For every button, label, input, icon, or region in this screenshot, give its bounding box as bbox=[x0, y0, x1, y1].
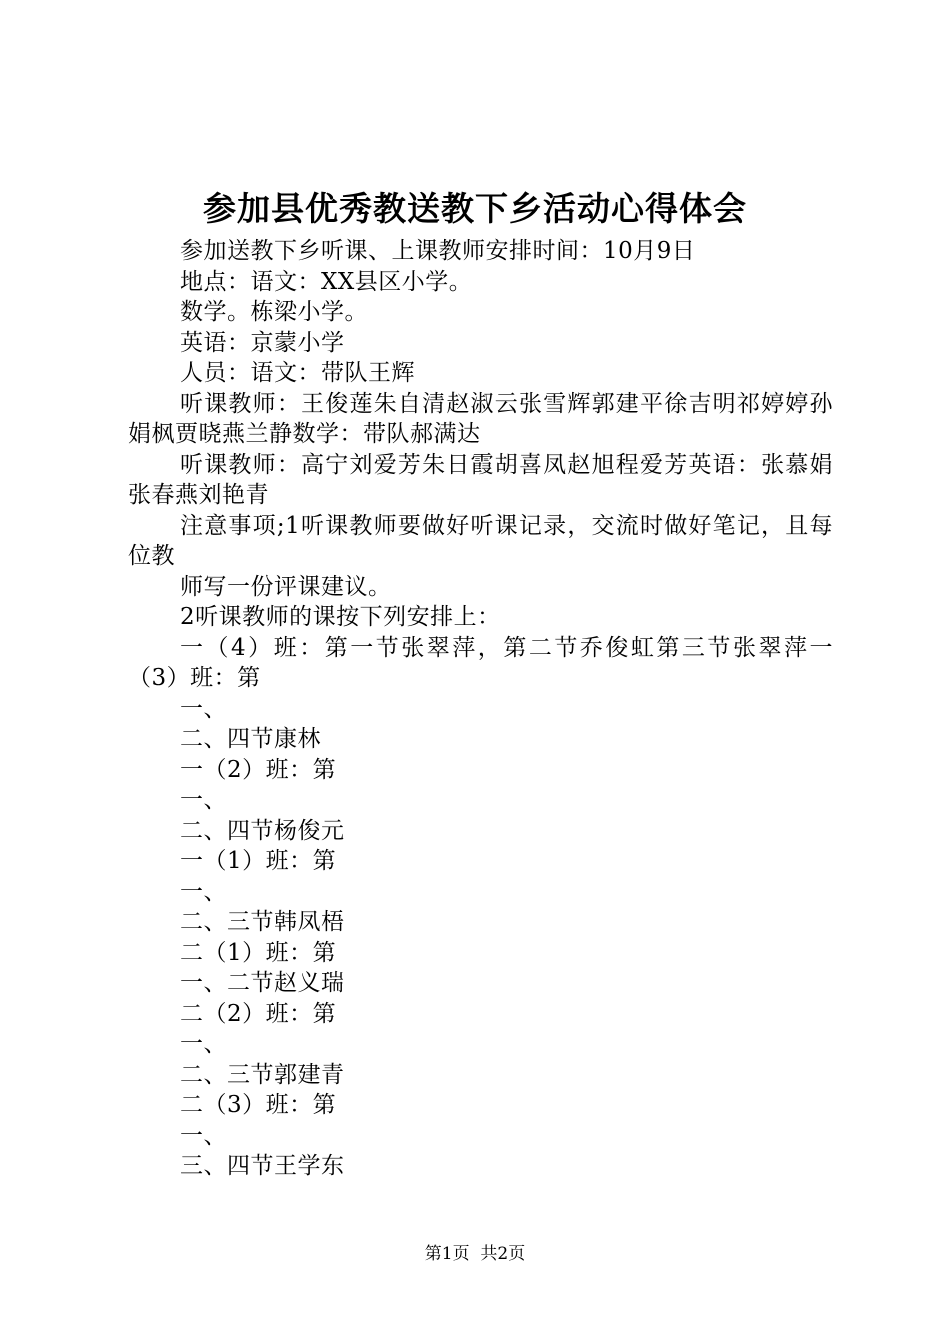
paragraph: 一（4）班：第一节张翠萍，第二节乔俊虹第三节张翠萍一（3）班：第 bbox=[128, 634, 833, 691]
paragraph: 人员：语文：带队王辉 bbox=[180, 360, 415, 386]
paragraph: 一、 bbox=[180, 1122, 227, 1149]
paragraph: 听课教师：王俊莲朱自清赵淑云张雪辉郭建平徐吉明祁婷婷孙娟枫贾晓燕兰静数学：带队郝满达 bbox=[128, 390, 833, 447]
paragraph: 二、四节杨俊元 bbox=[180, 817, 345, 844]
paragraph: 一、 bbox=[180, 787, 227, 813]
paragraph: 一、 bbox=[180, 878, 227, 905]
paragraph: 一、 bbox=[180, 695, 227, 722]
paragraph: 数学。栋梁小学。 bbox=[180, 299, 368, 325]
paragraph: 二、三节韩凤梧 bbox=[180, 909, 345, 935]
paragraph: 二（3）班：第 bbox=[180, 1092, 337, 1118]
document-title: 参加县优秀教送教下乡活动心得体会 bbox=[203, 189, 747, 228]
page-total: 共2页 bbox=[480, 1244, 526, 1264]
paragraph: 二（2）班：第 bbox=[180, 1000, 337, 1027]
page-footer bbox=[0, 1242, 950, 1266]
paragraph: 一（2）班：第 bbox=[180, 756, 337, 783]
paragraph: 参加送教下乡听课、上课教师安排时间：10月9日 bbox=[180, 238, 696, 264]
document-body bbox=[128, 236, 833, 1182]
paragraph: 二（1）班：第 bbox=[180, 939, 337, 966]
paragraph: 注意事项;1听课教师要做好听课记录，交流时做好笔记，且每位教 bbox=[128, 512, 833, 569]
paragraph: 听课教师：高宁刘爱芳朱日霞胡喜凤赵旭程爱芳英语：张慕娟张春燕刘艳青 bbox=[128, 451, 833, 508]
paragraph: 师写一份评课建议。 bbox=[180, 573, 392, 600]
paragraph: 英语：京蒙小学 bbox=[180, 329, 345, 356]
paragraph: 二、三节郭建青 bbox=[180, 1061, 345, 1088]
footer-spacer bbox=[470, 1244, 481, 1264]
paragraph: 二、四节康林 bbox=[180, 726, 321, 752]
paragraph: 地点：语文：XX县区小学。 bbox=[180, 268, 473, 295]
paragraph: 三、四节王学东 bbox=[180, 1153, 345, 1179]
page-number: 第1页 bbox=[424, 1244, 470, 1264]
paragraph: 一、二节赵义瑞 bbox=[180, 970, 345, 996]
paragraph: 一、 bbox=[180, 1031, 227, 1057]
paragraph: 2听课教师的课按下列安排上： bbox=[180, 604, 501, 630]
paragraph: 一（1）班：第 bbox=[180, 848, 337, 874]
